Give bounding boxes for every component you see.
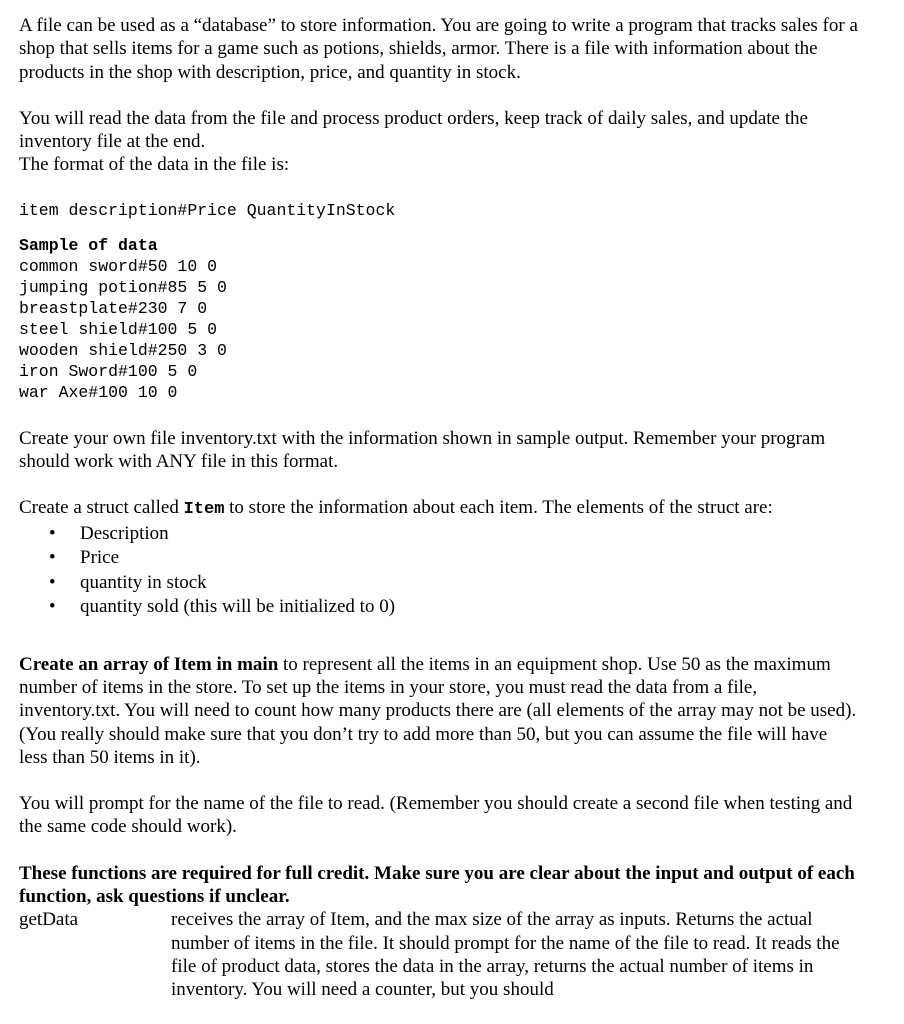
array-paragraph — [19, 653, 859, 769]
bullet-icon: • — [49, 571, 56, 593]
list-item — [19, 546, 859, 571]
prompt-paragraph: You will prompt for the name of the file to read. (Remember you should create a second file when testing and the same code should work). — [19, 793, 853, 838]
array-paragraph-rest: to represent all the items in an equipment shop. Use 50 as the maximum number of items in the store. To set up the items in your store, you must read the data from a file, inventory.txt. You will need to count how many products there are (all elements of the array may not be used). (You really should make sure that you don’t try to add more than 50, but you can assume the file will have less than 50 items in it). — [19, 653, 857, 768]
sample-data-line: common sword#50 10 0 — [19, 256, 218, 276]
sample-data-line: jumping potion#85 5 0 — [19, 277, 227, 297]
bullet-icon: • — [49, 522, 56, 544]
struct-text-before: Create a struct called — [19, 497, 184, 519]
list-item-text: quantity in stock — [80, 571, 207, 593]
function-name: getData — [19, 909, 79, 931]
bullet-icon: • — [49, 547, 56, 569]
format-intro-text: The format of the data in the file is: — [19, 154, 290, 176]
struct-text-after: to store the information about each item. The elements of the struct are: — [224, 497, 773, 519]
intro-paragraph: A file can be used as a “database” to store information. You are going to write a program that tracks sales for a shop that sells items for a game such as potions, shields, armor. There is a file with information about the products in the shop with description, price, and quantity in stock. — [19, 15, 858, 83]
functions-heading: These functions are required for full credit. Make sure you are clear about the input and output of each function, ask questions if unclear. — [19, 862, 855, 908]
struct-name-code: Item — [183, 500, 225, 520]
list-item — [19, 522, 859, 547]
list-item-text: Description — [80, 522, 169, 544]
struct-elements-list — [19, 522, 859, 620]
function-row — [19, 908, 859, 1001]
sample-data-line: steel shield#100 5 0 — [19, 319, 218, 339]
read-data-text: You will read the data from the file and process product orders, keep track of daily sales, and update the inventory file at the end. — [19, 107, 808, 153]
list-item — [19, 595, 859, 620]
bullet-icon: • — [49, 596, 56, 618]
function-description: receives the array of Item, and the max size of the array as inputs. Returns the actual number of items in the file. It should prompt for the name of the file to read. It reads the file of product data, stores the data in the array, returns the actual number of items in inventory. You will need a counter, but you should — [171, 909, 840, 1001]
sample-data-line: breastplate#230 7 0 — [19, 298, 208, 318]
read-data-paragraph — [19, 107, 859, 177]
sample-data-heading: Sample of data — [19, 235, 158, 255]
sample-data-line: iron Sword#100 5 0 — [19, 361, 198, 381]
list-item-text: Price — [80, 547, 120, 569]
sample-data-line: war Axe#100 10 0 — [19, 382, 178, 402]
document — [19, 14, 859, 1002]
create-file-paragraph: Create your own file inventory.txt with the information shown in sample output. Remember your program should work with ANY file in this format. — [19, 427, 826, 473]
sample-data-line: wooden shield#250 3 0 — [19, 340, 227, 360]
array-paragraph-bold: Create an array of Item in main — [19, 653, 279, 675]
list-item-text: quantity sold (this will be initialized to 0) — [80, 596, 396, 618]
sample-data-block — [19, 235, 859, 403]
list-item — [19, 571, 859, 596]
file-format-line: item description#Price QuantityInStock — [19, 200, 396, 220]
struct-paragraph — [19, 496, 859, 521]
